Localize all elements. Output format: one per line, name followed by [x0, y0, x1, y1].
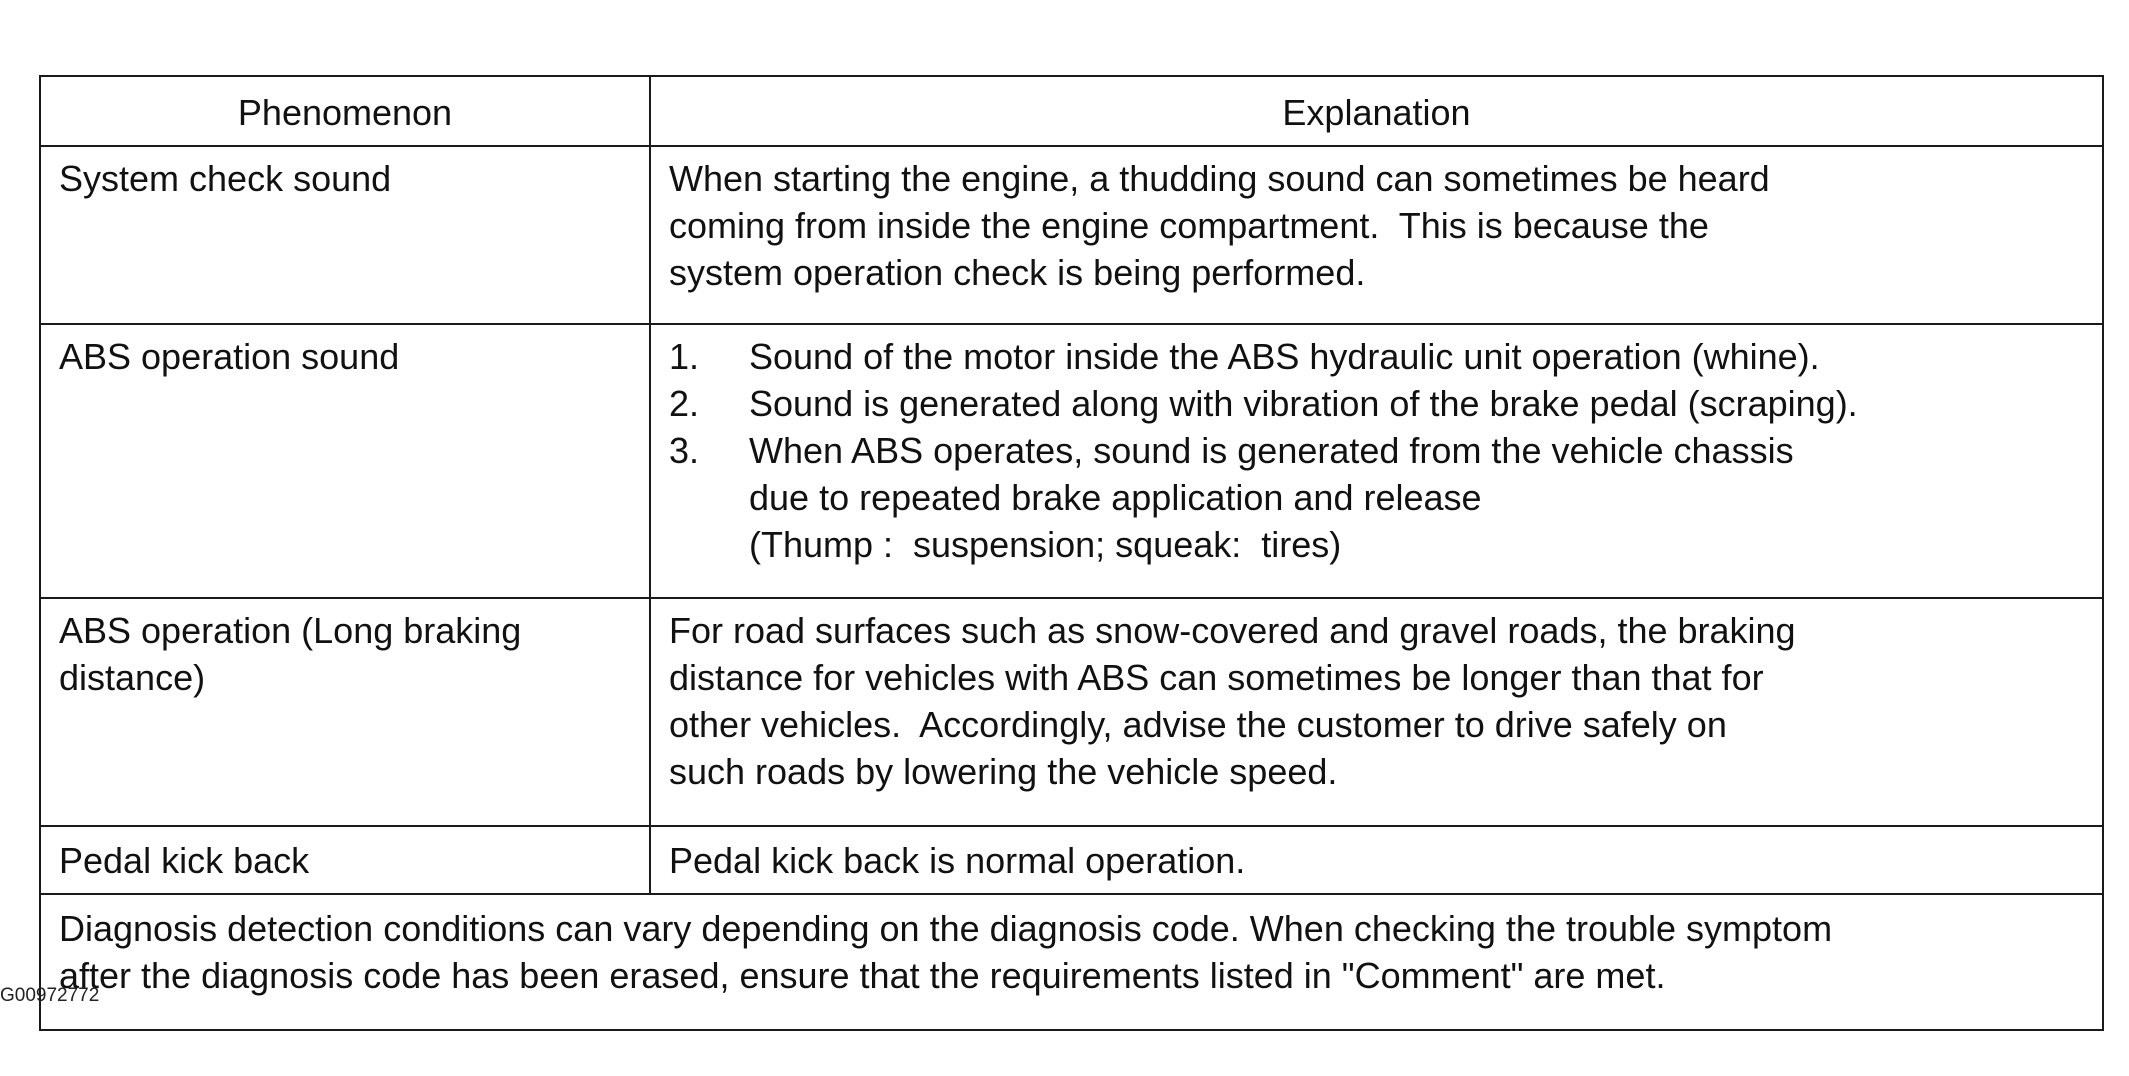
phenomenon-text: System check sound [59, 158, 392, 199]
figure-reference-code: G00972772 [0, 985, 100, 1006]
explanation-line: such roads by lowering the vehicle speed. [669, 751, 1338, 792]
phenomenon-cell [40, 826, 650, 894]
explanation-text: Pedal kick back is normal operation. [669, 839, 1246, 881]
table-row [40, 598, 2103, 826]
table-row [40, 826, 2103, 894]
note-line: Diagnosis detection conditions can vary depending on the diagnosis code. When checking the trouble symptom [59, 908, 1833, 949]
list-item-number: 2. [669, 383, 700, 424]
phenomenon-line: ABS operation (Long braking [59, 610, 522, 651]
explanation-line: distance for vehicles with ABS can sometimes be longer than that for [669, 657, 1764, 698]
header-explanation: Explanation [650, 76, 2103, 146]
note-row [40, 894, 2103, 1030]
explanation-cell [650, 598, 2103, 826]
list-item-line: Sound of the motor inside the ABS hydraulic unit operation (whine). [749, 336, 1820, 377]
list-item [669, 333, 2084, 380]
phenomenon-cell [40, 324, 650, 598]
list-item-line: due to repeated brake application and release [749, 477, 1482, 518]
explanation-cell [650, 826, 2103, 894]
list-item-number: 3. [669, 430, 700, 471]
phenomenon-text: ABS operation sound [59, 336, 400, 377]
header-phenomenon: Phenomenon [40, 76, 650, 146]
list-item [669, 427, 2084, 568]
explanation-cell [650, 324, 2103, 598]
numbered-list [669, 333, 2084, 568]
explanation-cell [650, 146, 2103, 324]
list-item-line: When ABS operates, sound is generated from the vehicle chassis [749, 430, 1794, 471]
table-row [40, 324, 2103, 598]
explanation-line: When starting the engine, a thudding sound can sometimes be heard [669, 158, 1770, 199]
explanation-line: coming from inside the engine compartment. This is because the [669, 205, 1709, 246]
explanation-line: system operation check is being performed. [669, 252, 1366, 293]
explanation-line: For road surfaces such as snow-covered and gravel roads, the braking [669, 610, 1796, 651]
phenomenon-line: distance) [59, 657, 206, 698]
phenomenon-cell [40, 146, 650, 324]
list-item-line: (Thump : suspension; squeak: tires) [749, 524, 1342, 565]
note-cell [40, 894, 2103, 1030]
phenomenon-text: Pedal kick back [59, 839, 310, 881]
phenomenon-cell [40, 598, 650, 826]
explanation-line: other vehicles. Accordingly, advise the customer to drive safely on [669, 704, 1727, 745]
list-item-number: 1. [669, 336, 700, 377]
list-item-line: Sound is generated along with vibration of the brake pedal (scraping). [749, 383, 1858, 424]
note-line: after the diagnosis code has been erased, ensure that the requirements listed in "Comment" are met. [59, 955, 1666, 996]
table-row [40, 146, 2103, 324]
header-row [40, 76, 2103, 146]
phenomenon-explanation-table [39, 75, 2104, 1031]
list-item [669, 380, 2084, 427]
